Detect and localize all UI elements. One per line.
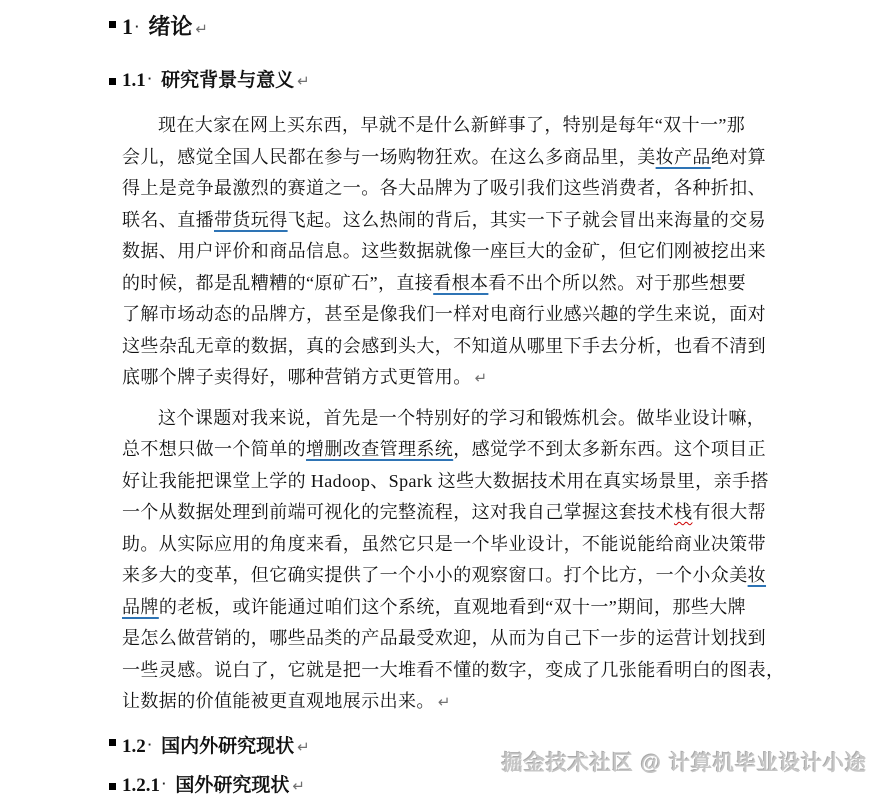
- text-line: [122, 299, 766, 331]
- text-line: [122, 529, 766, 561]
- heading-title: 研究背景与意义: [161, 70, 295, 91]
- text-run: 的时候，都是乱糟糟的“原矿石”，直接: [122, 272, 434, 293]
- text-run: 让数据的价值能被更直观地展示出来。: [122, 691, 435, 711]
- text-run: 数据、用户评价和商品信息。这些数据就像一座巨大的金矿，但它们刚被挖出来: [122, 241, 766, 261]
- text-run: 会儿，感觉全国人民都在参与一场购物狂欢。在这么多商品里，美: [122, 146, 656, 167]
- text-line: [122, 142, 767, 174]
- text-line: [122, 434, 767, 466]
- text-run: 这些杂乱无章的数据，真的会感到头大，不知道从哪里下手去分析，也看不清到: [122, 335, 766, 356]
- paragraph-mark-icon: ↵: [292, 776, 305, 794]
- text-run: 是怎么做营销的，哪些品类的产品最受欢迎，从而为自己下一步的运营计划找到: [122, 628, 766, 648]
- paragraph-mark-icon: ↵: [297, 72, 310, 90]
- blue-underlined-text: 增删改查管理系统: [306, 439, 454, 459]
- text-line: [122, 236, 766, 268]
- text-line: [122, 205, 767, 237]
- heading-title: 绪论: [148, 14, 193, 39]
- heading-number: 1.1: [122, 70, 146, 91]
- paragraph-mark-icon: ↵: [297, 737, 310, 756]
- space-dot-mark: ·: [147, 736, 153, 752]
- text-run: 好让我能把课堂上学的 Hadoop、Spark 这些大数据技术用在真实场景里，亲手搭: [122, 470, 769, 491]
- heading-title: 国外研究现状: [175, 774, 290, 794]
- text-run: 看不出个所以然。对于那些想要: [488, 272, 746, 293]
- text-run: 的老板，或许能通过咱们这个系统，直观地看到“双十一”期间，那些大牌: [158, 596, 746, 617]
- heading-title: 国内外研究现状: [161, 735, 295, 757]
- text-run: 底哪个牌子卖得好，哪种营销方式更管用。: [122, 367, 472, 387]
- heading-chapter-1: [109, 12, 762, 44]
- heading-number: 1.2.1: [122, 774, 160, 794]
- text-run: 联名、直播: [122, 209, 214, 230]
- text-line: [122, 497, 767, 529]
- text-line: [122, 362, 762, 394]
- text-run: 现在大家在网上买东西，早就不是什么新鲜事了，特别是每年“双十一”那: [158, 115, 746, 135]
- paragraph-mark-icon: ↵: [474, 369, 488, 387]
- text-run: 了解市场动态的品牌方，甚至是像我们一样对电商行业感兴趣的学生来说，面对: [122, 304, 766, 324]
- text-run: 飞起。这么热闹的背后，其实一下子就会冒出来海量的交易: [287, 209, 767, 230]
- paragraph-background: [122, 110, 767, 394]
- watermark: 掘金技术社区 @ 计算机毕业设计小途: [501, 752, 867, 775]
- blue-underlined-text: 妆产品: [655, 146, 711, 167]
- text-run: 绝对算: [710, 146, 767, 167]
- blue-underlined-text: 带货玩得: [214, 209, 288, 230]
- text-line: [122, 403, 766, 435]
- space-dot-mark: ·: [135, 19, 140, 34]
- text-run: 得上是竞争最激烈的赛道之一。各大品牌为了吸引我们这些消费者，各种折扣、: [122, 178, 766, 198]
- text-line: [122, 655, 785, 687]
- text-line: [122, 686, 762, 718]
- paragraph-mark-icon: ↵: [195, 20, 208, 38]
- blue-underlined-text: 品牌: [122, 596, 159, 617]
- blue-underlined-text: 妆: [747, 565, 767, 585]
- text-line: [122, 173, 766, 205]
- text-line: [122, 560, 767, 592]
- text-line: [122, 331, 766, 363]
- space-dot-mark: ·: [147, 71, 153, 86]
- paragraph-significance: [122, 403, 785, 718]
- outline-square-bullet-icon: [109, 739, 116, 746]
- text-run: 一个从数据处理到前端可视化的完整流程，这对我自己掌握这套技术: [122, 502, 674, 522]
- text-line: [122, 268, 762, 300]
- blue-underlined-text: 看根本: [433, 272, 489, 293]
- text-line: [122, 592, 762, 624]
- heading-number: 1: [122, 14, 133, 39]
- text-run: ，感觉学不到太多新东西。这个项目正: [453, 439, 767, 459]
- text-run: 助。从实际应用的角度来看，虽然它只是一个毕业设计，不能说能给商业决策带: [122, 533, 766, 554]
- text-line: [122, 466, 769, 498]
- paragraph-mark-icon: ↵: [437, 693, 451, 711]
- spellcheck-flagged-text: 栈: [674, 502, 693, 522]
- text-run: 有很大帮: [692, 502, 767, 522]
- text-line: [122, 623, 766, 655]
- outline-square-bullet-icon: [109, 783, 116, 790]
- outline-square-bullet-icon: [109, 78, 116, 85]
- text-run: 来多大的变革，但它确实提供了一个小小的观察窗口。打个比方，一个小众美: [122, 565, 748, 585]
- text-run: 总不想只做一个简单的: [122, 439, 306, 459]
- heading-section-1-1: [109, 66, 762, 94]
- outline-square-bullet-icon: [109, 21, 116, 28]
- text-line: [122, 110, 762, 142]
- space-dot-mark: ·: [162, 775, 167, 791]
- text-run: 这个课题对我来说，首先是一个特别好的学习和锻炼机会。做毕业设计嘛，: [158, 407, 766, 428]
- heading-number: 1.2: [122, 735, 146, 757]
- text-run: 一些灵感。说白了，它就是把一大堆看不懂的数字，变成了几张能看明白的图表，: [122, 659, 785, 680]
